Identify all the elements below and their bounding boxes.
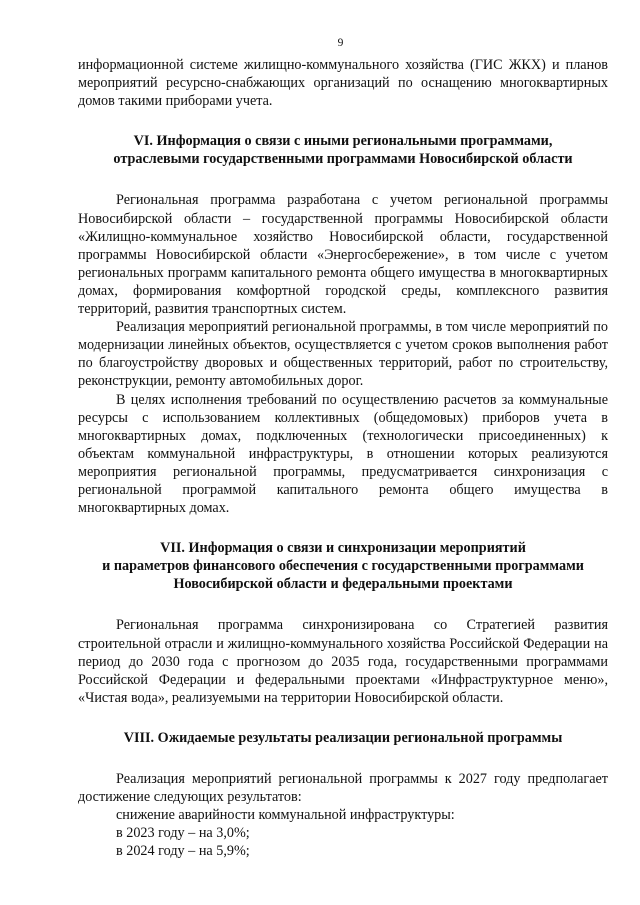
list-item: в 2023 году – на 3,0%;: [116, 825, 250, 842]
section-6-paragraph: В целях исполнения требований по осуществлению расчетов за коммунальные ресурсы с использованием коллективных (общедомовых) приборов учета в многоквартирных домах, подключенных (технологически присоединенных) к объектам коммунальной инфраструктуры, в отношении которых реализуются мероприятия региональной программы, предусматривается синхронизация с региональной программой капитального ремонта общего имущества в многоквартирных домах.: [78, 391, 608, 517]
section-6-paragraph: Региональная программа разработана с учетом региональной программы Новосибирской области – государственной программы Новосибирской области «Жилищно-коммунальное хозяйство Новосибирской области, государственной программы Новосибирской области «Энергосбережение», в том числе с учетом региональных программ капитального ремонта общего имущества в многоквартирных домах, формирования комфортной городской среды, комплексного развития территорий, развития транспортных систем.: [78, 192, 608, 318]
section-7-heading: [78, 539, 608, 593]
intro-paragraph: информационной системе жилищно-коммунального хозяйства (ГИС ЖКХ) и планов мероприятий ресурсно-снабжающих организаций по оснащению многоквартирных домов такими приборами учета.: [78, 57, 608, 110]
section-8-body: [78, 770, 608, 860]
list-item: в 2024 году – на 5,9%;: [116, 843, 250, 860]
page-number: 9: [337, 37, 344, 49]
section-6-heading-line: отраслевыми государственными программами Новосибирской области: [113, 151, 573, 168]
section-7-heading-line: и параметров финансового обеспечения с государственными программами: [102, 558, 584, 575]
list-item: снижение аварийности коммунальной инфраструктуры:: [116, 807, 455, 824]
section-6-heading-line: VI. Информация о связи с иными региональными программами,: [133, 133, 553, 150]
section-6-body: [78, 191, 608, 517]
section-7-heading-line: VII. Информация о связи и синхронизации мероприятий: [160, 540, 526, 557]
section-7-body: [78, 616, 608, 706]
section-8-paragraph: Реализация мероприятий региональной программы к 2027 году предполагает достижение следующих результатов:: [78, 771, 608, 806]
section-7-heading-line: Новосибирской области и федеральными проектами: [173, 576, 513, 593]
section-6-heading: [78, 132, 608, 168]
section-6-paragraph: Реализация мероприятий региональной программы, в том числе мероприятий по модернизации линейных объектов, осуществляется с учетом сроков выполнения работ по благоустройству дворовых и общественных территорий, работ по строительству, реконструкции, ремонту автомобильных дорог.: [78, 319, 608, 390]
section-8-heading: [78, 729, 608, 747]
section-8-heading-line: VIII. Ожидаемые результаты реализации региональной программы: [123, 729, 563, 746]
section-7-paragraph: Региональная программа синхронизирована со Стратегией развития строительной отрасли и жилищно-коммунального хозяйства Российской Федерации на период до 2030 года с прогнозом до 2035 года, государственными программами Российской Федерации и федеральными проектами «Инфраструктурное меню», «Чистая вода», реализуемыми на территории Новосибирской области.: [78, 617, 608, 706]
